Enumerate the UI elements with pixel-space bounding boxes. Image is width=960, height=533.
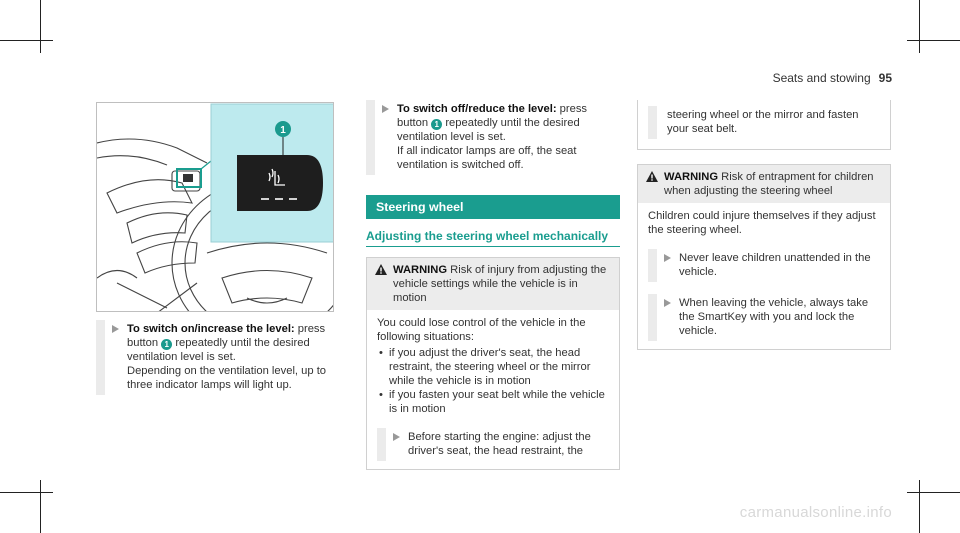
crop-mark	[907, 40, 960, 41]
watermark: carmanualsonline.info	[739, 504, 892, 521]
warning-title: Risk of entrapment for children when adjusting the steering wheel	[664, 171, 874, 197]
step-detail: Depending on the ventilation level, up to three indicator lamps will light up.	[127, 365, 327, 391]
warning-triangle-icon	[375, 264, 387, 275]
crop-mark	[0, 40, 53, 41]
step-never-leave: Never leave children unattended in the vehicle.	[648, 249, 880, 282]
warning-triangle-icon	[646, 171, 658, 182]
crop-mark	[40, 0, 41, 53]
crop-mark	[919, 480, 920, 533]
warning-label: WARNING	[393, 264, 448, 276]
section-title-steering-wheel: Steering wheel	[366, 195, 620, 219]
step-continued: steering wheel or the mirror and fasten your seat belt.	[648, 106, 880, 139]
warning-label: WARNING	[664, 171, 719, 183]
step-title: To switch off/reduce the level:	[397, 103, 557, 115]
warning-body	[367, 310, 619, 469]
callout-number: 1	[280, 125, 286, 136]
callout-badge: 1	[431, 119, 442, 130]
seat-ventilation-illustration	[96, 102, 334, 312]
step-when-leaving: When leaving the vehicle, always take the SmartKey with you and lock the vehicle.	[648, 294, 880, 341]
seat-ventilation-button	[237, 155, 323, 211]
list-item: • if you fasten your seat belt while the vehicle is in motion	[377, 388, 609, 416]
warning-header	[367, 258, 619, 310]
crop-mark	[0, 492, 53, 493]
warning-intro: You could lose control of the vehicle in the following situations:	[377, 317, 586, 343]
step-detail: If all indicator lamps are off, the seat ventilation is switched off.	[397, 145, 577, 171]
page-number: 95	[878, 71, 892, 85]
column-3	[637, 100, 891, 350]
running-header	[773, 71, 892, 85]
column-2	[366, 100, 620, 470]
crop-mark	[919, 0, 920, 53]
subheading-adjusting: Adjusting the steering wheel mechanically	[366, 219, 620, 247]
warning-continued	[637, 100, 891, 150]
warning-body	[638, 203, 890, 349]
step-switch-on: To switch on/increase the level: press button 1 repeatedly until the desired ventilation level is set. Depending on the ventilation level, up to three indicator lamps will light up.	[96, 320, 334, 395]
warning-box-entrapment	[637, 164, 891, 350]
warning-box-injury	[366, 257, 620, 470]
section-name: Seats and stowing	[772, 71, 871, 85]
warning-bullets	[377, 346, 609, 416]
warning-header	[638, 165, 890, 203]
step-before-starting: Before starting the engine: adjust the driver's seat, the head restraint, the	[377, 428, 609, 461]
step-title: To switch on/increase the level:	[127, 323, 295, 335]
warning-intro: Children could injure themselves if they adjust the steering wheel.	[648, 210, 876, 236]
column-1	[96, 320, 334, 395]
callout-badge: 1	[161, 339, 172, 350]
list-item: • if you adjust the driver's seat, the head restraint, the steering wheel or the mirror while the vehicle is in motion	[377, 346, 609, 388]
step-switch-off: To switch off/reduce the level: press button 1 repeatedly until the desired ventilation level is set. If all indicator lamps are off, the seat ventilation is switched off.	[366, 100, 620, 175]
warning-title: Risk of injury from adjusting the vehicle settings while the vehicle is in motion	[393, 264, 607, 304]
crop-mark	[907, 492, 960, 493]
crop-mark	[40, 480, 41, 533]
